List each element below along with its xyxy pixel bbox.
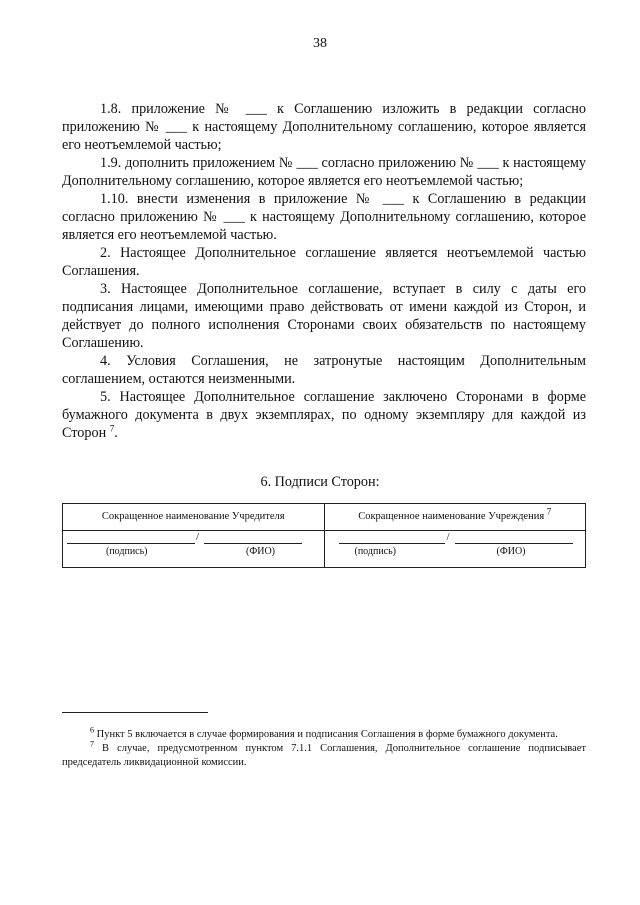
footnote-mark: 6: [90, 725, 94, 735]
footnote-ref: 7: [546, 506, 552, 517]
document-body: [62, 100, 586, 442]
footnotes: [62, 725, 587, 770]
footnote-text: В случае, предусмотренном пунктом 7.1.1 Соглашения, Дополнительное соглашение подписывает председатель ликвидационной комиссии.: [62, 743, 587, 768]
name-line: [455, 543, 573, 544]
page-number: 38: [313, 36, 327, 51]
founder-header: Сокращенное наименование Учредителя: [63, 504, 325, 531]
institution-signature-cell: [324, 531, 586, 568]
paragraph-5-text: 5. Настоящее Дополнительное соглашение заключено Сторонами в форме бумажного документа в двух экземплярах, по одному экземпляру для каждой из Сторон: [62, 389, 586, 441]
footnote-7: [62, 739, 587, 770]
slash: /: [196, 531, 200, 543]
footnote-text: Пункт 5 включается в случае формирования и подписания Соглашения в форме бумажного документа.: [96, 729, 558, 740]
institution-header: Сокращенное наименование Учреждения: [358, 511, 545, 522]
paragraph-5: [62, 388, 586, 442]
paragraph-4: 4. Условия Соглашения, не затронутые настоящим Дополнительным соглашением, остаются неизменными.: [62, 353, 586, 387]
name-caption: (ФИО): [496, 546, 526, 557]
name-line: [204, 543, 302, 544]
paragraph-1-10: 1.10. внести изменения в приложение № ___ к Соглашению в редакции согласно приложению № ___ к настоящему Дополнительному соглашению, которое является его неотъемлемой частью.: [62, 191, 586, 243]
founder-signature-cell: [63, 531, 325, 568]
footnote-ref: 7: [109, 423, 115, 434]
paragraph-3: 3. Настоящее Дополнительное соглашение, вступает в силу с даты его подписания лицами, имеющими право действовать от имени каждой из Сторон, и действует до полного исполнения Сторонами своих обязательств по настоящему Соглашению.: [62, 281, 586, 351]
paragraph-1-8: 1.8. приложение № ___ к Соглашению изложить в редакции согласно приложению № ___ к настоящему Дополнительному соглашению, которое является его неотъемлемой частью;: [62, 101, 586, 153]
institution-header-cell: [324, 504, 586, 531]
footnote-mark: 7: [90, 739, 94, 749]
signature-caption: (подпись): [106, 546, 148, 557]
signature-caption: (подпись): [354, 546, 397, 557]
section-title: 6. Подписи Сторон:: [260, 474, 380, 490]
name-caption: (ФИО): [246, 546, 276, 557]
paragraph-5-end: .: [114, 425, 118, 441]
footnote-separator: [62, 712, 208, 713]
paragraph-2: 2. Настоящее Дополнительное соглашение является неотъемлемой частью Соглашения.: [62, 245, 586, 279]
signature-line: [339, 543, 445, 544]
footnote-6: [62, 725, 586, 742]
signature-table: [62, 503, 586, 568]
slash: /: [446, 531, 450, 543]
signature-line: [67, 543, 195, 544]
paragraph-1-9: 1.9. дополнить приложением № ___ согласно приложению № ___ к настоящему Дополнительному соглашению, которое является его неотъемлемой частью;: [62, 155, 586, 189]
